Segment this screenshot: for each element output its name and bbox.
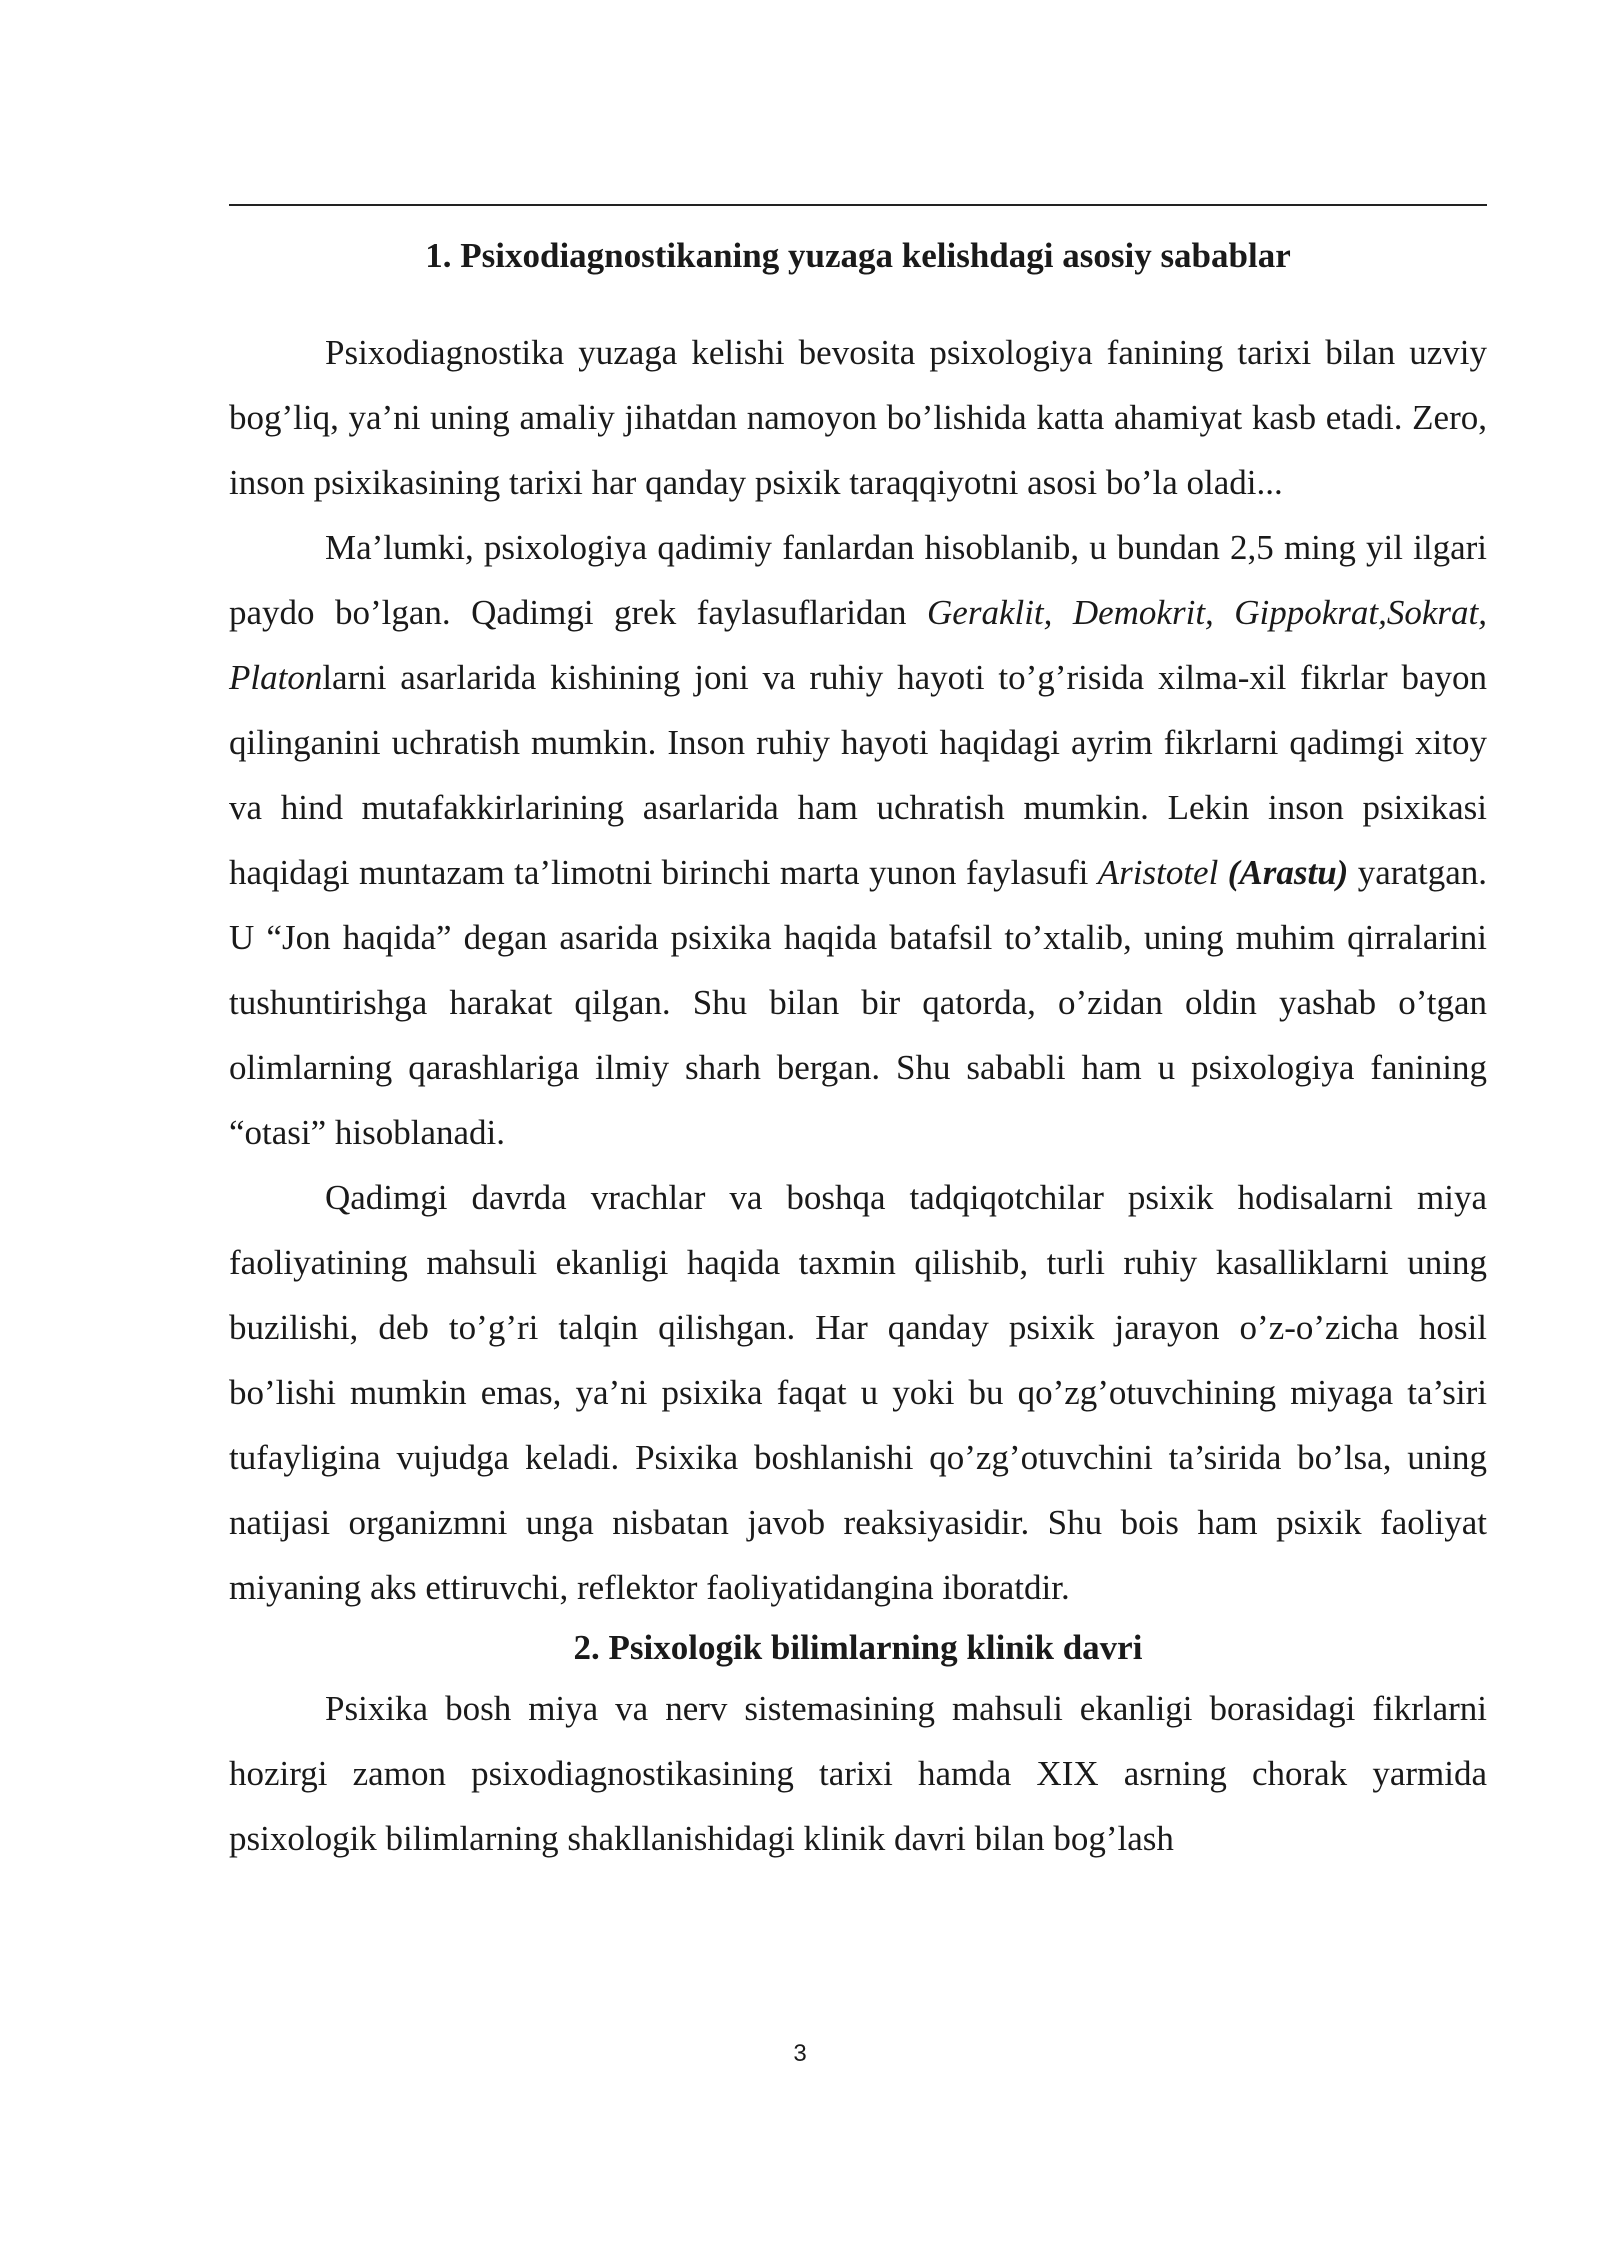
paragraph (229, 320, 1487, 515)
section-heading-1: 1. Psixodiagnostikaning yuzaga kelishdagi asosiy sabablar (425, 236, 1291, 275)
paragraph (229, 515, 1487, 1165)
text-run-italic: Aristotel (1097, 853, 1228, 892)
header-rule (229, 204, 1487, 206)
text-run: yaratgan. U “Jon haqida” degan asarida psixika haqida batafsil to’xtalib, uning muhim qirralarini tushuntirishga harakat qilgan. Shu bilan bir qatorda, o’zidan oldin yashab o’tgan olimlarning qarashlariga ilmiy sharh bergan. Shu sababli ham u psixologiya fanining “otasi” hisoblanadi. (229, 853, 1487, 1152)
text-run: larni asarlarida kishining joni va ruhiy hayoti to’g’risida xilma-xil fikrlar bayon qilinganini uchratish mumkin. Inson ruhiy hayoti haqidagi ayrim fikrlarni qadimgi xitoy va hind mutafakkirlarining asarlarida ham uchratish mumkin. Lekin inson psixikasi haqidagi muntazam ta’limotni birinchi marta yunon faylasufi (229, 658, 1487, 892)
page-number: 3 (793, 2040, 807, 2067)
section-heading-2: 2. Psixologik bilimlarning klinik davri (573, 1628, 1143, 1667)
text-run: Ma’lumki, psixologiya qadimiy fanlardan hisoblanib, u bundan 2,5 ming yil ilgari paydo bo’lgan. Qadimgi grek faylasuflaridan (229, 528, 1487, 632)
document-body (229, 228, 1487, 1871)
paragraph (229, 1165, 1487, 1620)
text-run: Psixodiagnostika yuzaga kelishi bevosita psixologiya fanining tarixi bilan uzviy bog’liq, ya’ni uning amaliy jihatdan namoyon bo’lishida katta ahamiyat kasb etadi. Zero, inson psixikasining tarixi har qanday psixik taraqqiyotni asosi bo’la oladi... (229, 333, 1487, 502)
text-run: Qadimgi davrda vrachlar va boshqa tadqiqotchilar psixik hodisalarni miya faoliyatining mahsuli ekanligi haqida taxmin qilishib, turli ruhiy kasalliklarni uning buzilishi, deb to’g’ri talqin qilishgan. Har qanday psixik jarayon o’z-o’zicha hosil bo’lishi mumkin emas, ya’ni psixika faqat u yoki bu qo’zg’otuvchining miyaga ta’siri tufayligina vujudga keladi. Psixika boshlanishi qo’zg’otuvchini ta’sirida bo’lsa, uning natijasi organizmni unga nisbatan javob reaksiyasidir. Shu bois ham psixik faoliyat miyaning aks ettiruvchi, reflektor faoliyatidangina iboratdir. (229, 1178, 1487, 1607)
text-run-italic: Geraklit, Demokrit, Gippokrat,Sokrat, Platon (229, 593, 1487, 697)
text-run: Psixika bosh miya va nerv sistemasining mahsuli ekanligi borasidagi fikrlarni hozirgi zamon psixodiagnostikasining tarixi hamda XIX asrning chorak yarmida psixologik bilimlarning shakllanishidagi klinik davri bilan bog’lash (229, 1689, 1487, 1858)
text-run-bold-italic: (Arastu) (1227, 853, 1349, 892)
paragraph (229, 1676, 1487, 1871)
